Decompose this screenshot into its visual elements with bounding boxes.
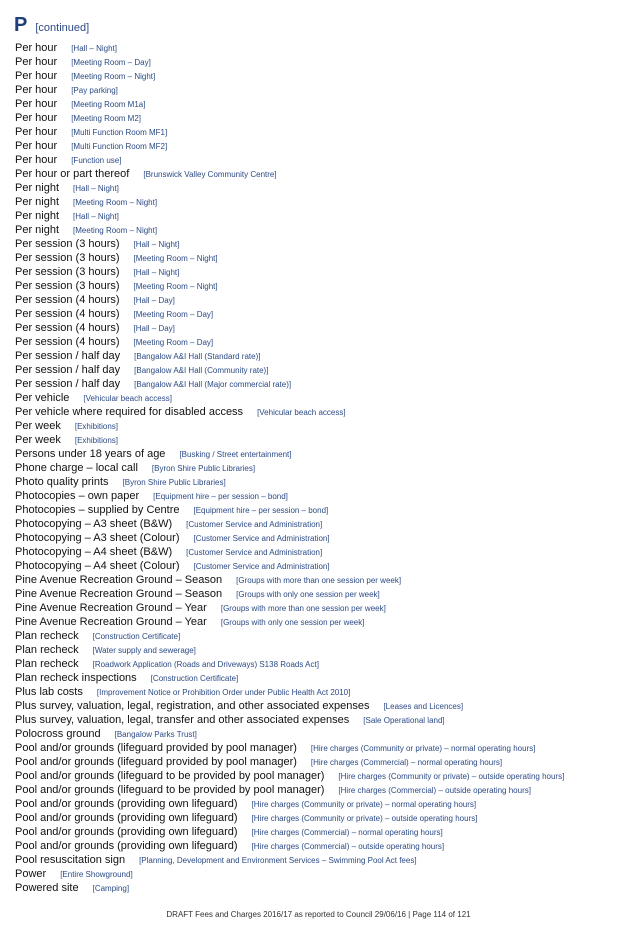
- entry-category: [Leases and Licences]: [383, 702, 464, 711]
- index-entry: [15, 810, 630, 824]
- index-entry: [15, 236, 630, 250]
- index-entry: [15, 124, 630, 138]
- entry-term: Pool and/or grounds (providing own lifeguard): [15, 812, 238, 824]
- entry-category: [Meeting Room – Night]: [73, 198, 158, 207]
- index-entry: [15, 488, 630, 502]
- index-entry: [15, 138, 630, 152]
- page-footer: DRAFT Fees and Charges 2016/17 as reported to Council 29/06/16 | Page 114 of 121: [166, 910, 471, 919]
- entry-category: [Construction Certificate]: [92, 632, 181, 641]
- entry-category: [Entire Showground]: [60, 870, 133, 879]
- entry-term: Per hour: [15, 70, 58, 82]
- entry-category: [Hall – Night]: [73, 212, 119, 221]
- entry-term: Per night: [15, 210, 60, 222]
- index-entry: [15, 446, 630, 460]
- entry-term: Photocopying – A3 sheet (B&W): [15, 518, 173, 530]
- entry-term: Polocross ground: [15, 728, 101, 740]
- entry-term: Pool and/or grounds (providing own lifeguard): [15, 798, 238, 810]
- entry-term: Pine Avenue Recreation Ground – Season: [15, 588, 223, 600]
- entry-category: [Planning, Development and Environment Services – Swimming Pool Act fees]: [139, 856, 417, 865]
- section-letter: P: [14, 14, 28, 36]
- entry-term: Pool and/or grounds (providing own lifeguard): [15, 826, 238, 838]
- entry-term: Per hour: [15, 154, 58, 166]
- entry-category: [Roadwork Application (Roads and Driveways) S138 Roads Act]: [92, 660, 319, 669]
- index-entry: [15, 348, 630, 362]
- index-entry: [15, 222, 630, 236]
- index-entry: [15, 670, 630, 684]
- index-entry: [15, 544, 630, 558]
- entry-category: [Busking / Street entertainment]: [179, 450, 292, 459]
- index-entry: [15, 740, 630, 754]
- entry-category: [Exhibitions]: [74, 422, 118, 431]
- entry-term: Pool resuscitation sign: [15, 854, 126, 866]
- entry-category: [Customer Service and Administration]: [193, 534, 330, 543]
- index-entry: [15, 152, 630, 166]
- entry-category: [Multi Function Room MF2]: [71, 142, 168, 151]
- index-entry: [15, 614, 630, 628]
- index-entry: [15, 516, 630, 530]
- index-entry: [15, 40, 630, 54]
- entry-category: [Hire charges (Community or private) – outside operating hours]: [251, 814, 478, 823]
- entry-term: Per night: [15, 182, 60, 194]
- index-entry: [15, 82, 630, 96]
- entry-term: Plus lab costs: [15, 686, 83, 698]
- entry-category: [Hall – Night]: [133, 268, 180, 277]
- entry-category: [Exhibitions]: [74, 436, 118, 445]
- entry-category: [Meeting Room – Day]: [71, 58, 151, 67]
- index-entry: [15, 474, 630, 488]
- entry-category: [Sale Operational land]: [363, 716, 445, 725]
- entry-term: Per session (4 hours): [15, 336, 120, 348]
- entry-term: Per week: [15, 434, 61, 446]
- entry-term: Power: [15, 868, 47, 880]
- entry-term: Per hour: [15, 112, 58, 124]
- index-entry: [15, 684, 630, 698]
- entry-category: [Brunswick Valley Community Centre]: [143, 170, 277, 179]
- entry-term: Per hour: [15, 140, 58, 152]
- entry-term: Persons under 18 years of age: [15, 448, 166, 460]
- index-entry: [15, 264, 630, 278]
- index-entry: [15, 334, 630, 348]
- index-entry: [15, 208, 630, 222]
- entry-category: [Hire charges (Commercial) – normal operating hours]: [310, 758, 503, 767]
- index-entry: [15, 68, 630, 82]
- index-entry: [15, 852, 630, 866]
- entry-category: [Customer Service and Administration]: [186, 520, 323, 529]
- index-entry: [15, 824, 630, 838]
- index-entry: [15, 362, 630, 376]
- entry-term: Per week: [15, 420, 61, 432]
- index-entry: [15, 96, 630, 110]
- index-entry: [15, 586, 630, 600]
- entry-term: Per hour: [15, 126, 58, 138]
- section-heading: [14, 14, 89, 37]
- entry-term: Photocopying – A4 sheet (B&W): [15, 546, 173, 558]
- entry-category: [Hall – Night]: [73, 184, 119, 193]
- entry-category: [Hall – Day]: [133, 296, 175, 305]
- entry-term: Pool and/or grounds (lifeguard provided by pool manager): [15, 756, 297, 768]
- entry-term: Photocopying – A3 sheet (Colour): [15, 532, 180, 544]
- entry-category: [Hire charges (Commercial) – outside operating hours]: [338, 786, 531, 795]
- entry-category: [Groups with only one session per week]: [236, 590, 380, 599]
- entry-category: [Pay parking]: [71, 86, 118, 95]
- entry-term: Powered site: [15, 882, 79, 894]
- index-entry: [15, 796, 630, 810]
- entry-term: Pine Avenue Recreation Ground – Year: [15, 602, 207, 614]
- entry-category: [Bangalow A&I Hall (Standard rate)]: [134, 352, 261, 361]
- entry-category: [Hire charges (Community or private) – outside operating hours]: [338, 772, 565, 781]
- entry-term: Pine Avenue Recreation Ground – Year: [15, 616, 207, 628]
- index-entry: [15, 166, 630, 180]
- entry-category: [Meeting Room – Night]: [71, 72, 156, 81]
- index-entry: [15, 558, 630, 572]
- entry-term: Plus survey, valuation, legal, transfer and other associated expenses: [15, 714, 350, 726]
- entry-term: Per session (4 hours): [15, 294, 120, 306]
- entry-category: [Water supply and sewerage]: [92, 646, 196, 655]
- entry-term: Pool and/or grounds (lifeguard to be provided by pool manager): [15, 770, 325, 782]
- entry-category: [Bangalow Parks Trust]: [114, 730, 197, 739]
- entry-term: Per night: [15, 224, 60, 236]
- entry-term: Plan recheck: [15, 630, 79, 642]
- entry-term: Per session / half day: [15, 364, 121, 376]
- index-entry: [15, 838, 630, 852]
- entry-category: [Hire charges (Community or private) – normal operating hours]: [310, 744, 536, 753]
- index-entry: [15, 600, 630, 614]
- index-entry: [15, 54, 630, 68]
- entry-category: [Meeting Room – Night]: [133, 254, 218, 263]
- entry-category: [Improvement Notice or Prohibition Order under Public Health Act 2010]: [96, 688, 351, 697]
- index-entry: [15, 460, 630, 474]
- entry-term: Pool and/or grounds (providing own lifeguard): [15, 840, 238, 852]
- entry-term: Per night: [15, 196, 60, 208]
- entry-term: Per vehicle where required for disabled access: [15, 406, 244, 418]
- index-entry: [15, 530, 630, 544]
- entry-category: [Groups with more than one session per week]: [236, 576, 402, 585]
- entry-term: Photocopies – own paper: [15, 490, 140, 502]
- entry-category: [Customer Service and Administration]: [193, 562, 330, 571]
- entry-term: Pool and/or grounds (lifeguard to be provided by pool manager): [15, 784, 325, 796]
- index-entry: [15, 292, 630, 306]
- continued-label: [continued]: [35, 22, 90, 34]
- entry-term: Per session (3 hours): [15, 238, 120, 250]
- entry-term: Per session (3 hours): [15, 252, 120, 264]
- entry-term: Photo quality prints: [15, 476, 109, 488]
- entry-term: Per hour or part thereof: [15, 168, 130, 180]
- index-entry: [15, 572, 630, 586]
- entry-term: Per session (3 hours): [15, 266, 120, 278]
- entry-term: Plan recheck: [15, 658, 79, 670]
- index-entry: [15, 376, 630, 390]
- entry-term: Pool and/or grounds (lifeguard provided by pool manager): [15, 742, 297, 754]
- entry-category: [Vehicular beach access]: [83, 394, 172, 403]
- entry-category: [Groups with more than one session per week]: [220, 604, 386, 613]
- entry-term: Plan recheck inspections: [15, 672, 137, 684]
- index-entry: [15, 656, 630, 670]
- entry-category: [Hall – Day]: [133, 324, 175, 333]
- entry-term: Phone charge – local call: [15, 462, 138, 474]
- index-entry: [15, 404, 630, 418]
- index-entry: [15, 782, 630, 796]
- entry-term: Photocopying – A4 sheet (Colour): [15, 560, 180, 572]
- entry-term: Per session / half day: [15, 378, 121, 390]
- entry-term: Per session (4 hours): [15, 308, 120, 320]
- entry-category: [Meeting Room – Day]: [133, 338, 214, 347]
- index-entry: [15, 880, 630, 894]
- entry-category: [Equipment hire – per session – bond]: [153, 492, 288, 501]
- index-entry: [15, 110, 630, 124]
- entry-term: Per session (3 hours): [15, 280, 120, 292]
- entry-category: [Hall – Night]: [71, 44, 117, 53]
- index-entry: [15, 642, 630, 656]
- entry-term: Per hour: [15, 84, 58, 96]
- entry-category: [Hire charges (Commercial) – outside operating hours]: [251, 842, 445, 851]
- entry-category: [Construction Certificate]: [150, 674, 239, 683]
- index-entry: [15, 866, 630, 880]
- index-entries: [15, 40, 630, 894]
- entry-category: [Meeting Room – Night]: [133, 282, 218, 291]
- index-entry: [15, 502, 630, 516]
- entry-category: [Hire charges (Commercial) – normal operating hours]: [251, 828, 443, 837]
- entry-category: [Multi Function Room MF1]: [71, 128, 168, 137]
- index-entry: [15, 698, 630, 712]
- entry-category: [Byron Shire Public Libraries]: [122, 478, 226, 487]
- entry-term: Per hour: [15, 56, 58, 68]
- entry-term: Per hour: [15, 42, 58, 54]
- entry-term: Per session (4 hours): [15, 322, 120, 334]
- entry-category: [Vehicular beach access]: [257, 408, 346, 417]
- entry-category: [Bangalow A&I Hall (Major commercial rate)]: [134, 380, 292, 389]
- entry-term: Plus survey, valuation, legal, registration, and other associated expenses: [15, 700, 370, 712]
- entry-category: [Meeting Room – Night]: [73, 226, 158, 235]
- entry-term: Per hour: [15, 98, 58, 110]
- index-entry: [15, 628, 630, 642]
- index-entry: [15, 432, 630, 446]
- entry-category: [Bangalow A&I Hall (Community rate)]: [134, 366, 269, 375]
- index-entry: [15, 390, 630, 404]
- index-entry: [15, 250, 630, 264]
- index-entry: [15, 754, 630, 768]
- index-entry: [15, 712, 630, 726]
- entry-category: [Customer Service and Administration]: [186, 548, 323, 557]
- index-entry: [15, 726, 630, 740]
- index-entry: [15, 278, 630, 292]
- index-entry: [15, 180, 630, 194]
- index-entry: [15, 768, 630, 782]
- entry-category: [Meeting Room – Day]: [133, 310, 214, 319]
- index-entry: [15, 320, 630, 334]
- index-entry: [15, 194, 630, 208]
- entry-category: [Groups with only one session per week]: [220, 618, 365, 627]
- entry-term: Per vehicle: [15, 392, 70, 404]
- entry-category: [Meeting Room M1a]: [71, 100, 146, 109]
- index-entry: [15, 418, 630, 432]
- entry-term: Pine Avenue Recreation Ground – Season: [15, 574, 223, 586]
- entry-term: Per session / half day: [15, 350, 121, 362]
- entry-category: [Function use]: [71, 156, 122, 165]
- index-entry: [15, 306, 630, 320]
- entry-category: [Meeting Room M2]: [71, 114, 142, 123]
- entry-category: [Byron Shire Public Libraries]: [151, 464, 256, 473]
- entry-category: [Equipment hire – per session – bond]: [193, 506, 329, 515]
- entry-category: [Hall – Night]: [133, 240, 180, 249]
- entry-term: Photocopies – supplied by Centre: [15, 504, 180, 516]
- entry-term: Plan recheck: [15, 644, 79, 656]
- entry-category: [Hire charges (Community or private) – normal operating hours]: [251, 800, 477, 809]
- entry-category: [Camping]: [92, 884, 130, 893]
